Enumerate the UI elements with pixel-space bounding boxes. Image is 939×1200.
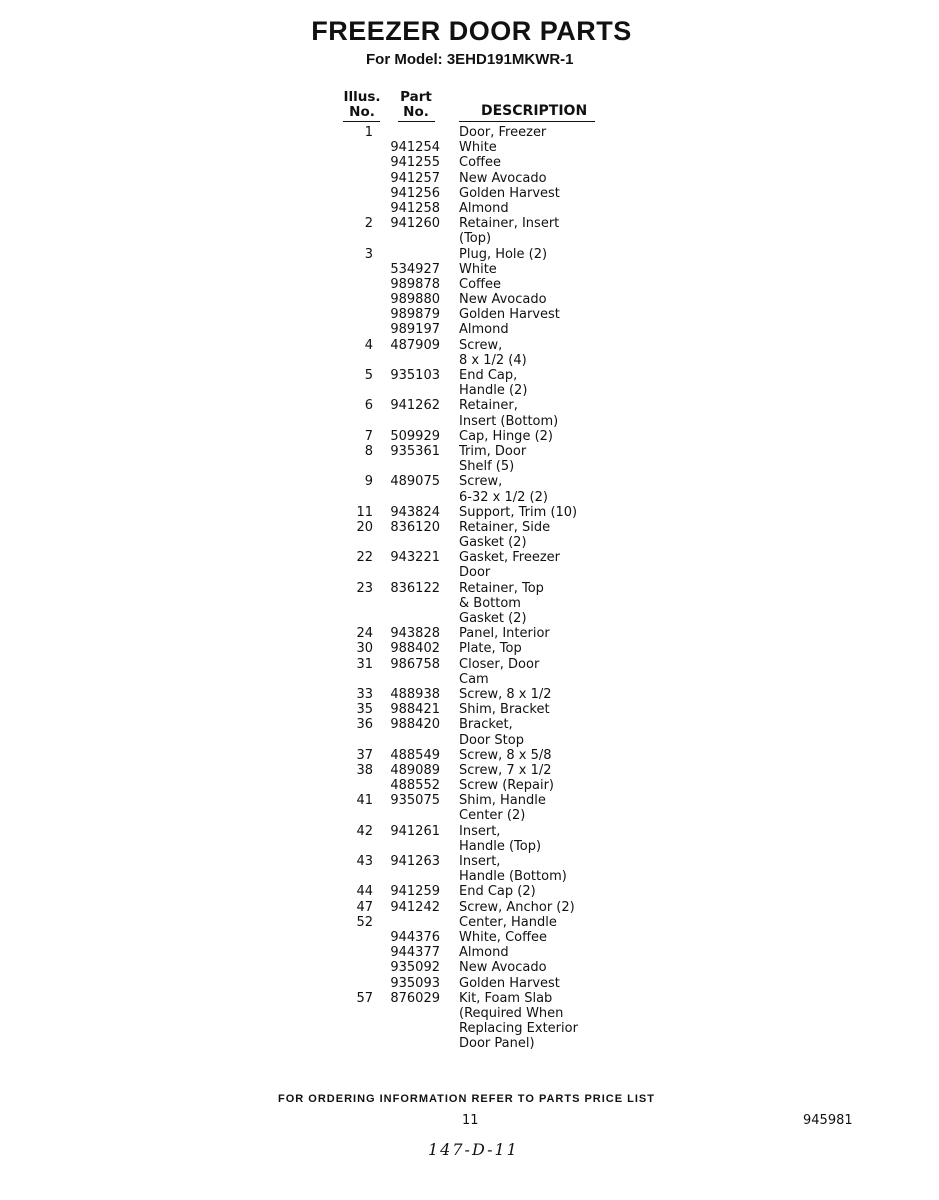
page-title: FREEZER DOOR PARTS: [311, 16, 632, 46]
part-description: White, Coffee: [459, 929, 548, 945]
part-description: Door, Freezer: [459, 125, 547, 140]
table-row: [0, 657, 939, 672]
header-underline-part: [398, 121, 435, 122]
table-row: [0, 793, 939, 808]
part-description: Replacing Exterior: [459, 1021, 578, 1037]
part-number: 944376: [390, 929, 440, 945]
illus-number: 7: [364, 428, 373, 444]
part-number: 488549: [390, 747, 440, 763]
illus-number: 3: [364, 246, 373, 262]
handwritten-note: 147-D-11: [428, 1140, 519, 1159]
part-description: Coffee: [459, 276, 501, 292]
part-description: Trim, Door: [459, 443, 527, 459]
table-row: [0, 702, 939, 717]
table-row: [0, 414, 939, 429]
table-row: [0, 641, 939, 656]
part-description: End Cap (2): [459, 884, 536, 900]
part-description: Coffee: [459, 155, 501, 171]
part-number: 487909: [390, 337, 440, 353]
illus-number: 24: [356, 626, 373, 642]
part-number: 941262: [390, 398, 440, 414]
illus-number: 35: [356, 702, 373, 718]
part-number: 989880: [390, 292, 440, 308]
part-number: 941254: [390, 140, 440, 156]
part-description: Screw,: [459, 474, 503, 490]
table-row: [0, 201, 939, 216]
part-description: Shim, Handle: [459, 793, 546, 809]
part-number: 935361: [390, 443, 440, 459]
part-description: Retainer,: [459, 398, 518, 414]
table-row: [0, 672, 939, 687]
part-number: 941260: [390, 216, 440, 232]
part-number: 943828: [390, 626, 440, 642]
table-row: [0, 915, 939, 930]
table-row: [0, 991, 939, 1006]
table-row: [0, 429, 939, 444]
header-underline-illus: [343, 121, 380, 122]
table-row: [0, 687, 939, 702]
illus-number: 43: [356, 854, 373, 869]
part-number: 935103: [390, 368, 440, 383]
part-description: Closer, Door: [459, 656, 540, 672]
table-row: [0, 611, 939, 626]
illus-number: 5: [364, 368, 373, 383]
part-description: Kit, Foam Slab: [459, 990, 553, 1006]
table-row: [0, 444, 939, 459]
part-number: 989878: [390, 276, 440, 292]
model-subtitle: For Model: 3EHD191MKWR-1: [366, 51, 574, 68]
table-row: [0, 854, 939, 869]
table-row: [0, 960, 939, 975]
part-description: Cam: [459, 671, 489, 687]
table-row: [0, 307, 939, 322]
part-description: Retainer, Side: [459, 519, 551, 535]
part-description: Insert,: [459, 823, 501, 839]
part-description: Handle (2): [459, 383, 528, 399]
table-row: [0, 277, 939, 292]
part-description: Screw, 8 x 1/2: [459, 686, 552, 702]
part-description: 8 x 1/2 (4): [459, 352, 527, 368]
document-number: 945981: [803, 1113, 853, 1128]
part-description: Screw (Repair): [459, 778, 554, 794]
part-number: 941258: [390, 200, 440, 216]
part-number: 988421: [390, 702, 440, 718]
part-description: Support, Trim (10): [459, 504, 578, 520]
header-illus-no: [343, 90, 381, 120]
illus-number: 47: [356, 899, 373, 915]
part-description: Golden Harvest: [459, 185, 560, 201]
part-description: Handle (Top): [459, 838, 542, 854]
illus-number: 1: [364, 125, 373, 140]
part-description: Door Panel): [459, 1036, 535, 1052]
table-row: [0, 945, 939, 960]
table-row: [0, 778, 939, 793]
table-row: [0, 565, 939, 580]
illus-number: 22: [356, 550, 373, 566]
table-row: [0, 748, 939, 763]
header-underline-description: [459, 121, 595, 122]
illus-number: 33: [356, 686, 373, 702]
part-number: 941263: [390, 854, 440, 869]
part-description: 6-32 x 1/2 (2): [459, 489, 548, 505]
table-row: [0, 247, 939, 262]
header-illus-line2: No.: [349, 104, 375, 120]
part-description: & Bottom: [459, 595, 521, 611]
part-number: 509929: [390, 428, 440, 444]
table-row: [0, 216, 939, 231]
part-description: (Required When: [459, 1005, 564, 1021]
illus-number: 44: [356, 884, 373, 900]
part-description: Cap, Hinge (2): [459, 428, 553, 444]
illus-number: 57: [356, 990, 373, 1006]
part-description: Gasket, Freezer: [459, 550, 560, 566]
part-number: 836120: [390, 519, 440, 535]
part-description: Screw, 7 x 1/2: [459, 762, 552, 778]
part-description: Panel, Interior: [459, 626, 550, 642]
part-description: Insert,: [459, 854, 501, 869]
part-description: Almond: [459, 945, 509, 961]
illus-number: 41: [356, 793, 373, 809]
part-description: Retainer, Top: [459, 580, 544, 596]
part-description: White: [459, 140, 497, 156]
part-description: Plug, Hole (2): [459, 246, 548, 262]
table-row: [0, 733, 939, 748]
part-number: 935075: [390, 793, 440, 809]
part-number: 534927: [390, 261, 440, 277]
illus-number: 42: [356, 823, 373, 839]
illus-number: 11: [356, 504, 373, 520]
part-description: Shelf (5): [459, 459, 515, 475]
part-description: Shim, Bracket: [459, 702, 550, 718]
part-description: Golden Harvest: [459, 307, 560, 323]
part-number: 935092: [390, 960, 440, 976]
part-number: 941259: [390, 884, 440, 900]
table-row: [0, 171, 939, 186]
part-description: Bracket,: [459, 717, 513, 733]
part-description: Center, Handle: [459, 914, 557, 930]
part-description: New Avocado: [459, 960, 547, 976]
table-row: [0, 824, 939, 839]
table-row: [0, 383, 939, 398]
part-description: Handle (Bottom): [459, 869, 567, 885]
table-row: [0, 353, 939, 368]
part-description: White: [459, 261, 497, 277]
illus-number: 20: [356, 519, 373, 535]
part-number: 488938: [390, 686, 440, 702]
table-row: [0, 839, 939, 854]
table-row: [0, 976, 939, 991]
header-part-no: [398, 90, 434, 120]
table-row: [0, 869, 939, 884]
part-description: Almond: [459, 322, 509, 338]
header-part-line1: Part: [400, 89, 432, 105]
part-description: (Top): [459, 231, 492, 247]
table-row: [0, 292, 939, 307]
part-number: 988402: [390, 641, 440, 657]
table-row: [0, 930, 939, 945]
part-number: 943221: [390, 550, 440, 566]
part-description: Retainer, Insert: [459, 216, 560, 232]
table-row: [0, 338, 939, 353]
part-description: Screw, 8 x 5/8: [459, 747, 552, 763]
part-number: 876029: [390, 990, 440, 1006]
illus-number: 36: [356, 717, 373, 733]
part-number: 944377: [390, 945, 440, 961]
header-description: DESCRIPTION: [481, 103, 588, 119]
part-description: Center (2): [459, 808, 526, 824]
part-number: 836122: [390, 580, 440, 596]
part-number: 989879: [390, 307, 440, 323]
table-row: [0, 717, 939, 732]
part-description: Screw, Anchor (2): [459, 899, 575, 915]
parts-table: [0, 125, 939, 1051]
table-row: [0, 808, 939, 823]
table-row: [0, 520, 939, 535]
illus-number: 9: [364, 474, 373, 490]
part-number: 941256: [390, 185, 440, 201]
part-description: Gasket (2): [459, 611, 527, 626]
part-number: 935093: [390, 975, 440, 991]
ordering-note: FOR ORDERING INFORMATION REFER TO PARTS PRICE LIST: [278, 1093, 655, 1105]
part-number: 986758: [390, 656, 440, 672]
illus-number: 38: [356, 762, 373, 778]
part-description: Almond: [459, 200, 509, 216]
table-row: [0, 398, 939, 413]
part-number: 489075: [390, 474, 440, 490]
table-row: [0, 596, 939, 611]
part-description: New Avocado: [459, 170, 547, 186]
table-row: [0, 459, 939, 474]
part-description: Gasket (2): [459, 535, 527, 551]
table-row: [0, 900, 939, 915]
header-illus-line1: Illus.: [343, 89, 381, 105]
part-description: Plate, Top: [459, 641, 522, 657]
illus-number: 2: [364, 216, 373, 232]
illus-number: 8: [364, 443, 373, 459]
table-row: [0, 1021, 939, 1036]
table-row: [0, 1036, 939, 1051]
part-description: Screw,: [459, 337, 503, 353]
part-description: Door: [459, 565, 491, 581]
part-number: 943824: [390, 504, 440, 520]
part-number: 941255: [390, 155, 440, 171]
part-description: End Cap,: [459, 368, 518, 383]
illus-number: 4: [364, 337, 373, 353]
table-row: [0, 474, 939, 489]
table-row: [0, 155, 939, 170]
table-row: [0, 140, 939, 155]
part-description: Insert (Bottom): [459, 413, 559, 429]
part-number: 988420: [390, 717, 440, 733]
table-row: [0, 505, 939, 520]
part-number: 941257: [390, 170, 440, 186]
part-number: 941242: [390, 899, 440, 915]
table-row: [0, 262, 939, 277]
table-row: [0, 884, 939, 899]
table-row: [0, 231, 939, 246]
page-number: 11: [462, 1113, 479, 1128]
table-row: [0, 125, 939, 140]
part-number: 488552: [390, 778, 440, 794]
table-row: [0, 368, 939, 383]
part-number: 941261: [390, 823, 440, 839]
illus-number: 52: [356, 914, 373, 930]
part-description: Golden Harvest: [459, 975, 560, 991]
illus-number: 37: [356, 747, 373, 763]
illus-number: 31: [356, 656, 373, 672]
table-row: [0, 186, 939, 201]
table-row: [0, 550, 939, 565]
table-row: [0, 322, 939, 337]
illus-number: 30: [356, 641, 373, 657]
illus-number: 6: [364, 398, 373, 414]
table-row: [0, 1006, 939, 1021]
illus-number: 23: [356, 580, 373, 596]
table-row: [0, 626, 939, 641]
part-number: 989197: [390, 322, 440, 338]
table-row: [0, 763, 939, 778]
part-description: New Avocado: [459, 292, 547, 308]
table-row: [0, 581, 939, 596]
part-description: Door Stop: [459, 732, 524, 748]
table-row: [0, 490, 939, 505]
header-part-line2: No.: [403, 104, 429, 120]
part-number: 489089: [390, 762, 440, 778]
table-row: [0, 535, 939, 550]
